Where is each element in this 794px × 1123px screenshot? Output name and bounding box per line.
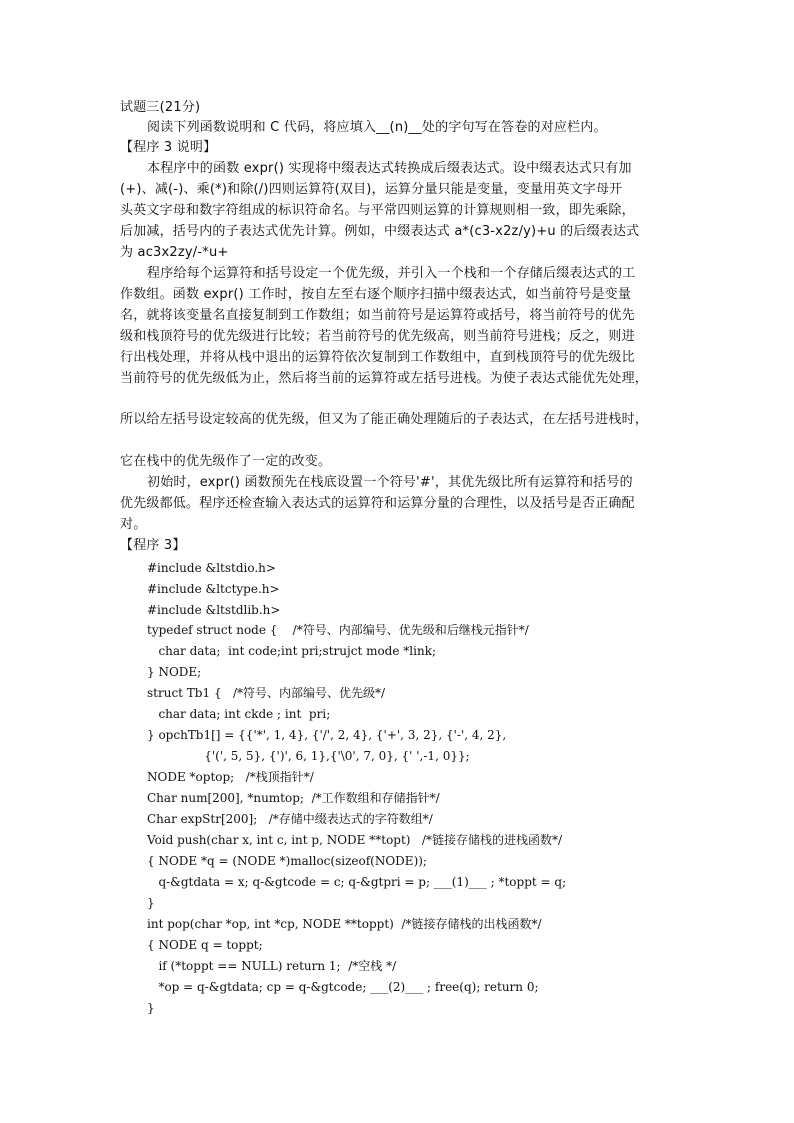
code-line: *op = q-&gtdata; cp = q-&gtcode; ___(2)___ ; free(q); return 0; [147,980,539,994]
code-line: Char num[200], *numtop; /*工作数组和存储指针*/ [147,791,440,805]
paragraph-line: 行出栈处理，并将从栈中退出的运算符依次复制到工作数组中，直到栈顶符号的优先级比 [120,350,635,365]
code-line: q-&gtdata = x; q-&gtcode = c; q-&gtpri = p; ___(1)___ ; *toppt = q; [147,875,567,889]
code-line: int pop(char *op, int *cp, NODE **toppt) /*链接存储栈的出栈函数*/ [147,917,542,931]
code-line: {'(', 5, 5}, {')', 6, 1},{'\0', 7, 0}, {' ',-1, 0}}; [147,749,470,763]
paragraph-line: 它在栈中的优先级作了一定的改变。 [120,454,332,469]
program-title: 【程序 3】 [120,538,186,553]
code-line: } opchTb1[] = {{'*', 1, 4}, {'/', 2, 4}, {'+', 3, 2}, {'-', 4, 2}, [147,728,507,742]
code-line: } NODE; [147,665,202,679]
code-line: { NODE q = toppt; [147,938,263,952]
code-line: #include &ltctype.h> [147,582,280,596]
program-description-title: 【程序 3 说明】 [120,140,217,155]
paragraph-line: 所以给左括号设定较高的优先级，但又为了能正确处理随后的子表达式，在左括号进栈时， [120,412,649,427]
paragraph-line: 对。 [120,517,147,532]
code-line: #include &ltstdlib.h> [147,603,281,617]
paragraph-line: 级和栈顶符号的优先级进行比较；若当前符号的优先级高，则当前符号进栈；反之，则进 [120,329,635,344]
code-line: typedef struct node { /*符号、内部编号、优先级和后继栈元指针*/ [147,623,529,637]
code-line: char data; int code;int pri;strujct mode *link; [147,644,437,658]
paragraph-line: 作数组。函数 expr() 工作时，按自左至右逐个顺序扫描中缀表达式，如当前符号是变量 [120,287,632,302]
paragraph-line: 头英文字母和数字符组成的标识符命名。与平常四则运算的计算规则相一致，即先乘除， [120,203,635,218]
code-line: if (*toppt == NULL) return 1; /*空栈 */ [147,959,397,973]
paragraph-line: 本程序中的函数 expr() 实现将中缀表达式转换成后缀表达式。设中缀表达式只有加 [147,161,632,176]
paragraph-line: 名，就将该变量名直接复制到工作数组；如当前符号是运算符或括号，将当前符号的优先 [120,308,635,323]
paragraph-line: 为 ac3x2zy/-*u+ [120,245,229,260]
code-line: char data; int ckde ; int pri; [147,707,331,721]
paragraph-line: 后加减，括号内的子表达式优先计算。例如，中缀表达式 a*(c3-x2z/y)+u 的后缀表达式 [120,224,640,239]
code-line: NODE *optop; /*栈顶指针*/ [147,770,314,784]
question-heading: 试题三(21分) [120,100,201,115]
paragraph-line: 优先级都低。程序还检查输入表达式的运算符和运算分量的合理性，以及括号是否正确配 [120,496,635,511]
paragraph-line: 当前符号的优先级低为止，然后将当前的运算符或左括号进栈。为使子表达式能优先处理， [120,371,649,386]
code-line: } [147,896,155,910]
code-line: Void push(char x, int c, int p, NODE **topt) /*链接存储栈的进栈函数*/ [147,833,563,847]
code-line: Char expStr[200]; /*存储中缀表达式的字符数组*/ [147,812,433,826]
code-line: struct Tb1 { /*符号、内部编号、优先级*/ [147,686,386,700]
instruction-text: 阅读下列函数说明和 C 代码，将应填入__(n)__处的字句写在答卷的对应栏内。 [147,120,607,135]
code-line: { NODE *q = (NODE *)malloc(sizeof(NODE)); [147,854,427,868]
paragraph-line: 程序给每个运算符和括号设定一个优先级，并引入一个栈和一个存储后缀表达式的工 [147,266,636,281]
paragraph-line: 初始时，expr() 函数预先在栈底设置一个符号'#'，其优先级比所有运算符和括号的 [147,475,633,490]
paragraph-line: (+)、减(-)、乘(*)和除(/)四则运算符(双目)，运算分量只能是变量，变量用英文字母开 [120,182,623,197]
code-line: } [147,1001,155,1015]
code-line: #include &ltstdio.h> [147,561,276,575]
